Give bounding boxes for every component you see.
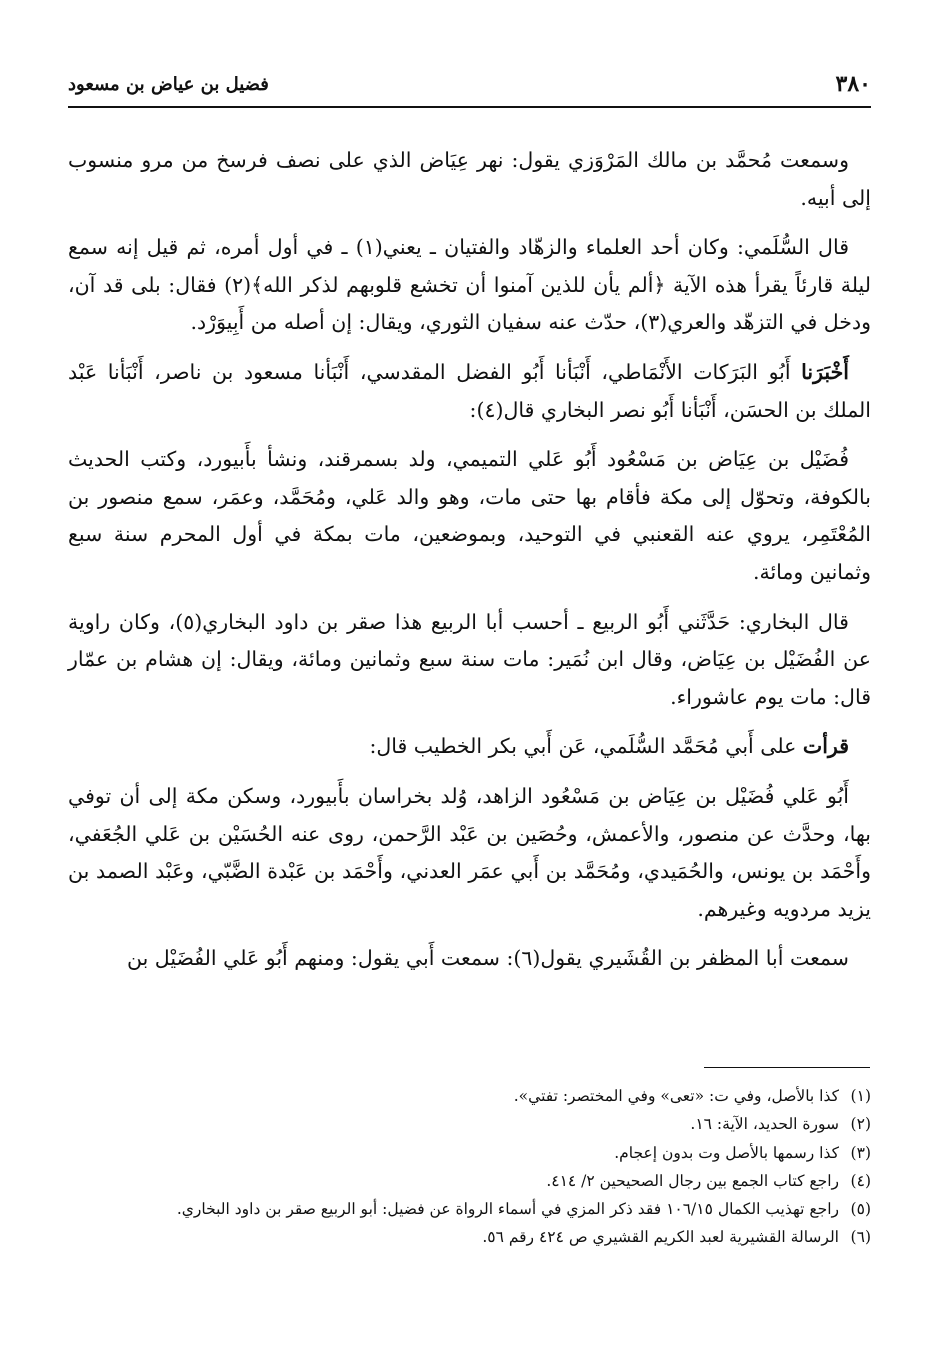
footnote xyxy=(68,1110,871,1138)
footnote-number: (٥) xyxy=(850,1200,871,1219)
page-header xyxy=(68,62,871,108)
footnote-text: الرسالة القشيرية لعبد الكريم القشيري ص ٤٢٤ رقم ٥٦. xyxy=(482,1228,839,1247)
footnote-text: راجع تهذيب الكمال ١٠٦/١٥ فقد ذكر المزي في أسماء الرواة عن فضيل: أبو الربيع صقر بن داود البخاري. xyxy=(176,1200,839,1219)
paragraph xyxy=(68,728,871,766)
paragraph-lead: أَخْبَرَنا xyxy=(801,359,849,384)
footnote xyxy=(68,1139,871,1167)
footnote xyxy=(68,1167,871,1195)
footnote-number: (٣) xyxy=(850,1143,871,1162)
paragraph: وسمعت مُحمَّد بن مالك المَرْوَزي يقول: نهر عِيَاض الذي على نصف فرسخ من مرو منسوب إلى أبيه. xyxy=(68,148,871,210)
footnote-text: كذا بالأصل، وفي ت: «تعى» وفي المختصر: تفتي». xyxy=(513,1087,839,1105)
footnote-text: سورة الحديد، الآية: ١٦. xyxy=(690,1115,839,1134)
page-number: ٣٨٠ xyxy=(835,71,871,97)
footnote-number: (٤) xyxy=(850,1171,871,1190)
paragraph-text: على أَبي مُحَمَّد السُّلَمي، عَن أَبي بكر الخطيب قال: xyxy=(369,734,803,759)
footnote xyxy=(68,1082,871,1110)
footnote-text: راجع كتاب الجمع بين رجال الصحيحين ٢/ ٤١٤. xyxy=(546,1171,839,1190)
paragraph-text: أَبُو البَرَكات الأَنْمَاطي، أَنْبَأنا أَبُو الفضل المقدسي، أَنْبَأنا مسعود بن ناصر، أَنْبَأنا عَبْد الملك بن الحسَن، أَنْبَأنا أَبُو نصر البخاري قال(٤): xyxy=(68,359,871,422)
paragraph: فُضَيْل بن عِيَاض بن مَسْعُود أَبُو عَلي التميمي، ولد بسمرقند، ونشأ بأَبيورد، وكتب الحديث بالكوفة، وتحوّل إلى مكة فأقام بها حتى مات، وهو والد عَلي، ومُحَمَّد، وعمَر، سمع منصور بن المُعْتَمِر، يروي عنه القعنبي في التوحيد، وبموضعين، مات بمكة في أول المحرم سنة سبع وثمانين ومائة. xyxy=(68,447,871,584)
paragraph: قال البخاري: حَدَّثَني أَبُو الربيع ـ أحسب أبا الربيع هذا صقر بن داود البخاري(٥)، وكان راوية عن الفُضَيْل بن عِيَاض، وقال ابن نُمَير: مات سنة سبع وثمانين ومائة، ويقال: إن هشام بن عمّار قال: مات يوم عاشوراء. xyxy=(68,609,871,709)
paragraph: أَبُو عَلي فُضَيْل بن عِيَاض بن مَسْعُود الزاهد، وُلد بخراسان بأَبيورد، وسكن مكة إلى أن توفي بها، وحدَّث عن منصور، والأعمش، وحُصَين بن عَبْد الرَّحمن، روى عنه الحُسَيْن بن عَلي الجُعَفي، وأَحْمَد بن يونس، والحُمَيدي، ومُحَمَّد بن أَبي عمَر العدني، وأَحْمَد بن عَبْدة الضَّبّي، وعَبْد الصمد بن يزيد مردويه وغيرهم. xyxy=(68,783,871,921)
running-title: فضيل بن عياض بن مسعود xyxy=(68,73,269,95)
paragraph-lead: قرأت xyxy=(802,734,849,759)
paragraph: سمعت أبا المظفر بن القُشَيري يقول(٦): سمعت أَبي يقول: ومنهم أَبُو عَلي الفُضَيْل بن xyxy=(126,946,849,971)
footnote xyxy=(68,1223,871,1251)
paragraph xyxy=(68,354,871,429)
paragraph: قال السُّلَمي: وكان أحد العلماء والزهّاد والفتيان ـ يعني(١) ـ في أول أمره، ثم قيل إنه سمع ليلة قارئاً يقرأ هذه الآية ﴿ألم يأن للذين آمنوا أن تخشع قلوبهم لذكر الله﴾(٢) فقال: بلى قد آن، ودخل في التزهّد والعري(٣)، حدّث عنه سفيان الثوري، ويقال: إن أصله من أَبِيوَرْد. xyxy=(68,235,871,335)
footnote xyxy=(68,1195,871,1223)
footnotes xyxy=(68,1082,871,1252)
footnote-number: (٦) xyxy=(850,1228,871,1247)
footnote-number: (٢) xyxy=(850,1115,871,1134)
footnote-separator xyxy=(704,1067,870,1068)
footnote-number: (١) xyxy=(850,1087,871,1105)
footnote-text: كذا رسمها بالأصل وت بدون إعجام. xyxy=(614,1143,839,1162)
main-text xyxy=(68,142,871,990)
